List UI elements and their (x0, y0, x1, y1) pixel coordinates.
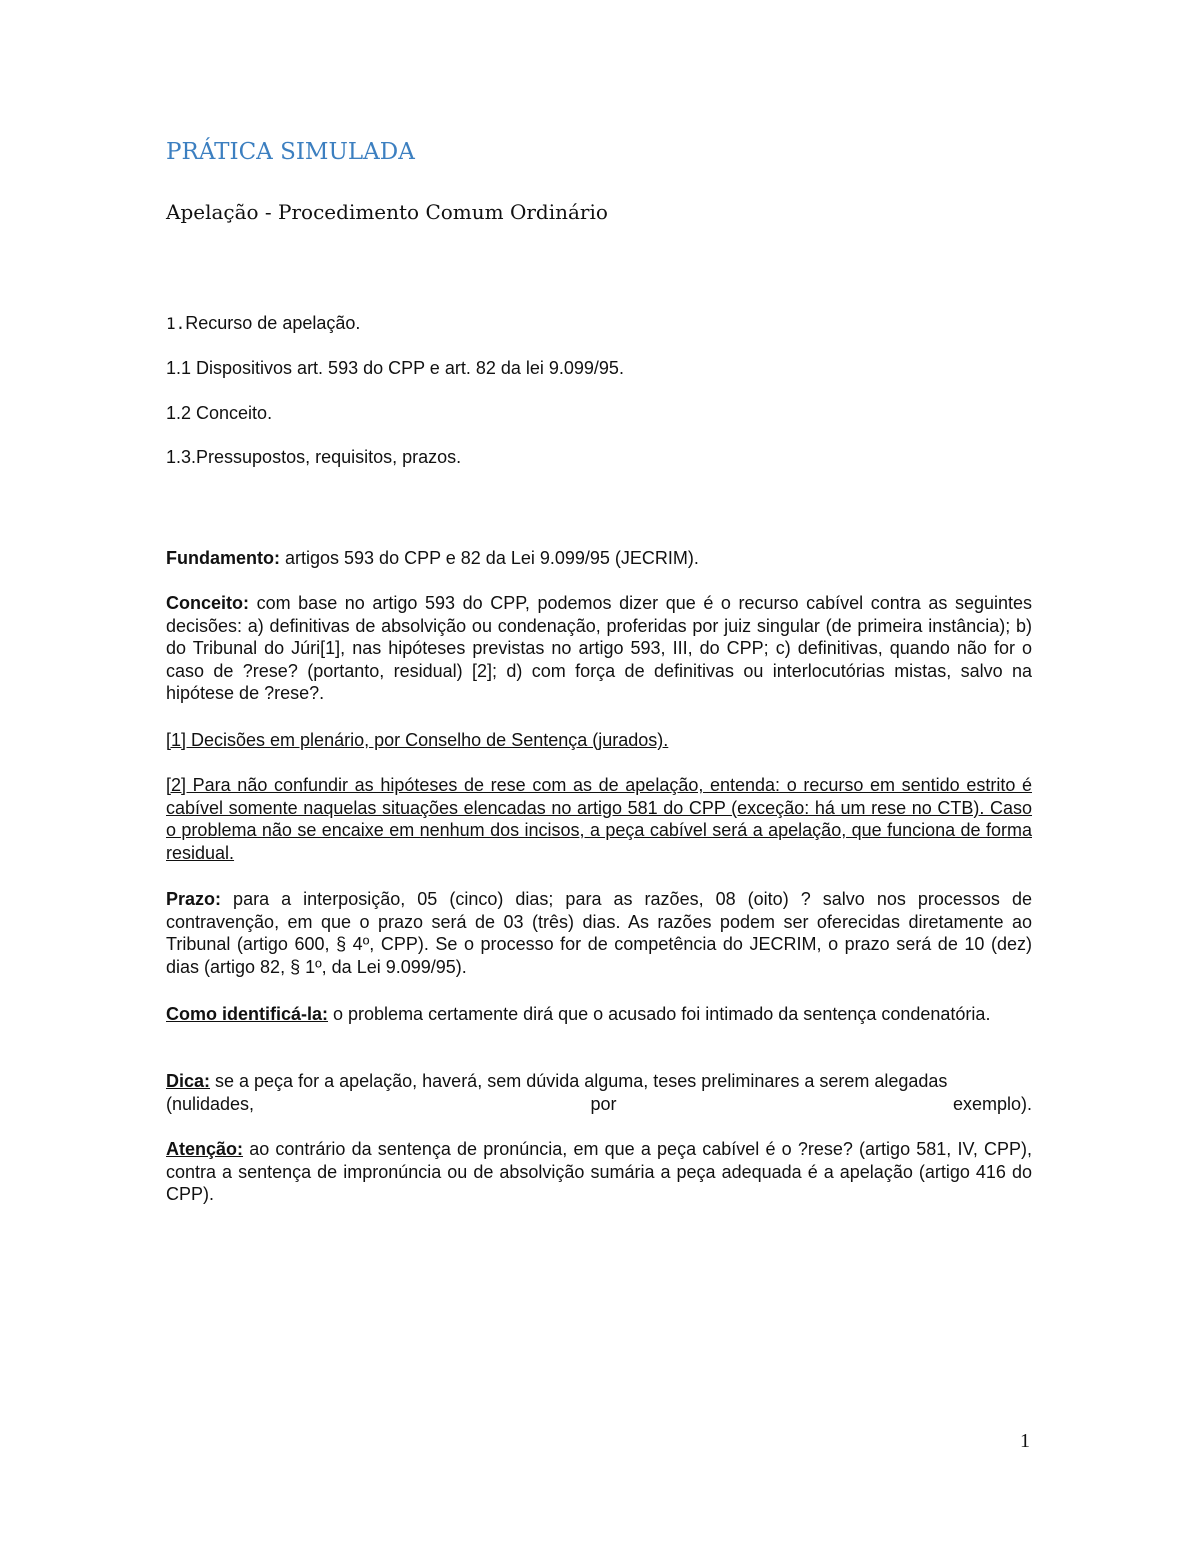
dica-word: (nulidades, (166, 1093, 255, 1114)
fundamento-text: artigos 593 do CPP e 82 da Lei 9.099/95 (JECRIM). (280, 548, 699, 568)
conceito-text: com base no artigo 593 do CPP, podemos dizer que é o recurso cabível contra as seguintes decisões: a) definitivas de absolvição ou condenação, proferidas por juiz singular (de primeira instância); b) do Tribunal do Júri[1], nas hipóteses previstas no artigo 593, III, do CPP; c) definitivas, quando não for o caso de ?rese? (portanto, residual) [2]; d) com força de definitivas ou interlocutórias mistas, salvo na hipótese de ?rese?. (166, 593, 1032, 703)
fundamento-label: Fundamento: (166, 548, 280, 568)
atencao-label: Atenção: (166, 1139, 244, 1159)
prazo-paragraph (166, 888, 1032, 978)
outline-item-1 (166, 313, 360, 334)
outline-item-text: 1.3.Pressupostos, requisitos, prazos. (166, 447, 462, 467)
page-number: 1 (1020, 1430, 1030, 1452)
como-identificar-paragraph (166, 1003, 1032, 1026)
outline-item-1-2 (166, 403, 272, 424)
atencao-text: ao contrário da sentença de pronúncia, em que a peça cabível é o ?rese? (artigo 581, IV, CPP), contra a sentença de impronúncia ou de absolvição sumária a peça adequada é a apelação (artigo 416 do CPP). (166, 1139, 1032, 1204)
dica-paragraph (166, 1070, 1032, 1115)
como-identificar-text: o problema certamente dirá que o acusado foi intimado da sentença condenatória. (328, 1004, 991, 1024)
como-identificar-label: Como identificá-la: (166, 1004, 329, 1024)
outline-item-1-3 (166, 447, 461, 468)
footnote-1: [1] Decisões em plenário, por Conselho de Sentença (jurados). (166, 730, 669, 750)
footnote-2: [2] Para não confundir as hipóteses de rese com as de apelação, entenda: o recurso em sentido estrito é cabível somente naquelas situações elencadas no artigo 581 do CPP (exceção: há um rese no CTB). Caso o problema não se encaixe em nenhum dos incisos, a peça cabível será a apelação, que funciona de forma residual. (166, 775, 1032, 863)
page-title: PRÁTICA SIMULADA (166, 139, 415, 165)
dica-last-line (166, 1093, 1032, 1116)
page-subtitle: Apelação - Procedimento Comum Ordinário (166, 200, 608, 224)
outline-item-number: 1. (166, 314, 186, 333)
dica-word: exemplo). (952, 1093, 1032, 1114)
prazo-text: para a interposição, 05 (cinco) dias; para as razões, 08 (oito) ? salvo nos processos de contravenção, em que o prazo será de 03 (três) dias. As razões podem ser oferecidas diretamente ao Tribunal (artigo 600, § 4º, CPP). Se o processo for de competência do JECRIM, o prazo será de 10 (dez) dias (artigo 82, § 1º, da Lei 9.099/95). (166, 889, 1032, 977)
dica-text: se a peça for a apelação, haverá, sem dúvida alguma, teses preliminares a serem alegadas (210, 1071, 948, 1091)
conceito-paragraph (166, 592, 1032, 705)
outline-item-text: 1.1 Dispositivos art. 593 do CPP e art. 82 da lei 9.099/95. (166, 358, 624, 378)
dica-label: Dica: (166, 1071, 211, 1091)
fundamento-paragraph (166, 547, 1032, 570)
outline-item-text: 1.2 Conceito. (166, 403, 273, 423)
prazo-label: Prazo: (166, 889, 222, 909)
dica-word: por (590, 1093, 617, 1114)
outline-item-1-1 (166, 358, 624, 379)
outline-item-text: Recurso de apelação. (185, 313, 361, 333)
conceito-label: Conceito: (166, 593, 249, 613)
atencao-paragraph (166, 1138, 1032, 1206)
